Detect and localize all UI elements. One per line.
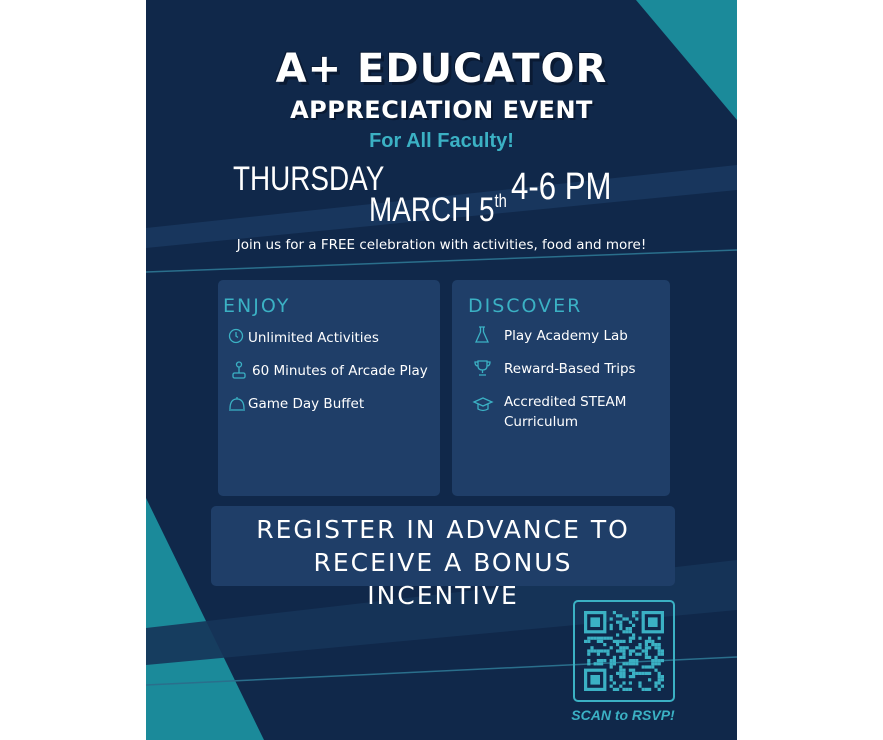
enjoy-heading: ENJOY	[223, 295, 291, 317]
discover-item	[462, 359, 636, 379]
qr-code-frame[interactable]	[573, 600, 675, 702]
enjoy-item	[228, 361, 428, 381]
enjoy-item-label: Game Day Buffet	[248, 396, 365, 412]
graduation-cap-icon	[462, 396, 504, 414]
cloche-icon	[228, 394, 248, 412]
audience-text: For All Faculty!	[369, 130, 514, 152]
discover-heading: DISCOVER	[468, 295, 583, 317]
event-subtitle: APPRECIATION EVENT	[290, 96, 593, 124]
enjoy-item-label: Unlimited Activities	[248, 330, 379, 346]
event-title: A+ EDUCATOR	[275, 46, 608, 92]
discover-item-label: Reward-Based Trips	[504, 361, 636, 377]
joystick-icon	[228, 361, 252, 379]
qr-caption: SCAN to RSVP!	[571, 707, 675, 723]
enjoy-item	[228, 394, 364, 414]
event-flyer	[146, 0, 737, 740]
discover-item	[462, 326, 628, 346]
date-text: MARCH 5	[369, 191, 495, 229]
register-line-1: REGISTER IN ADVANCE TO	[256, 515, 630, 544]
clock-icon	[228, 328, 248, 346]
event-time: 4-6 PM	[511, 166, 612, 208]
qr-code-icon[interactable]	[584, 611, 664, 691]
intro-text: Join us for a FREE celebration with activities, food and more!	[236, 237, 647, 253]
discover-item	[462, 392, 644, 432]
enjoy-item-label: 60 Minutes of Arcade Play	[252, 363, 428, 379]
date-suffix: th	[494, 190, 507, 211]
discover-item-label: Accredited STEAM Curriculum	[504, 394, 627, 430]
discover-item-label: Play Academy Lab	[504, 328, 628, 344]
event-date	[369, 191, 507, 230]
event-day: THURSDAY	[233, 160, 385, 198]
enjoy-item	[228, 328, 379, 348]
register-text	[211, 513, 675, 612]
trophy-icon	[462, 359, 504, 377]
flask-icon	[462, 326, 504, 344]
register-line-3: INCENTIVE	[367, 581, 519, 610]
register-line-2: RECEIVE A BONUS	[313, 548, 573, 577]
